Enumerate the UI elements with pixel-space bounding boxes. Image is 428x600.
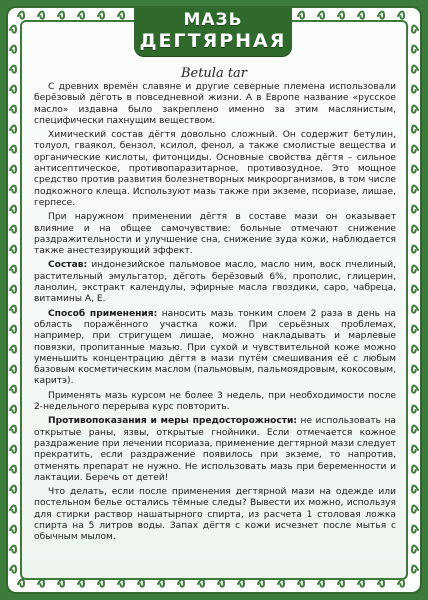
paragraph-history: С древних времён славяне и другие северные племена использовали берёзовый дёготь в повседневной жизни. А в Европе название «русское масло» издавна было закреплено именно за этим маслянистым, специфически пахнущим веществом. — [34, 82, 396, 126]
title-plate — [134, 6, 292, 56]
title-line-1: МАЗЬ — [183, 10, 243, 30]
product-description — [34, 82, 396, 547]
paragraph-ingredients: Состав: индонезийское пальмовое масло, масло ним, воск пчелиный, растительный эмульгатор, дёготь берёзовый 6%, прополис, глицерин, ланолин, экстракт календулы, эфирные масла гвоздики, саро, чабреца, витамины А, Е. — [34, 260, 396, 305]
paragraph-course: Применять мазь курсом не более 3 недель, при необходимости после 2-недельного перерыва курс повторить. — [34, 390, 396, 413]
paragraph-contraindications: Противопоказания и меры предосторожности: не использовать на открытые раны, язвы, открытые гнойники. Если отмечается кожное раздражение при лечении псориаза, применение дегтярной мази следует прекратить, если раздражение появилось при экземе, то напротив, отменять препарат не нужно. Не использовать мазь при беременности и лактации. Беречь от детей! — [34, 416, 396, 483]
title-line-2: ДЕГТЯРНАЯ — [139, 30, 287, 52]
paragraph-usage: Способ применения: наносить мазь тонким слоем 2 раза в день на область поражённого участка кожи. При серьёзных проблемах, например, при стригущем лишае, можно накладывать и марлевые повязки, пропитанные мазью. При сухой и чувствительной коже можно уменьшить концентрацию дёгтя в мази путём смешивания её с любым базовым косметическим маслом (пальмовым, пальмоядровым, кокосовым, каритэ). — [34, 308, 396, 387]
paragraph-composition-chemistry: Химический состав дёгтя довольно сложный. Он содержит бетулин, толуол, гваякол, бензол, ксилол, фенол, а также смолистые вещества и органические кислоты, фитонциды. Основные свойства дёгтя – сильное антисептическое, противопаразитарное, противозудное. Это мощное средство против развития болезнетворных микроорганизмов, в том числе подкожного клеща. Используют мазь также при экземе, псориазе, лишае, герпесе. — [34, 130, 396, 208]
paragraph-stain-removal: Что делать, если после применения дегтярной мази на одежде или постельном белье остались тёмные следы? Вывести их можно, используя для стирки раствор нашатырного спирта, из расчета 1 столовая ложка спирта на 5 литров воды. Запах дёгтя с кожи исчезнет после мытья с обычным мылом. — [34, 487, 396, 543]
paragraph-effects: При наружном применении дёгтя в составе мази он оказывает влияние и на общее самочувствие: больные отмечают снижение раздражительности и улучшение сна, снижение зуда кожи, наблюдается также анестезирующий эффект. — [34, 212, 396, 257]
latin-name: Betula tar — [180, 66, 248, 81]
